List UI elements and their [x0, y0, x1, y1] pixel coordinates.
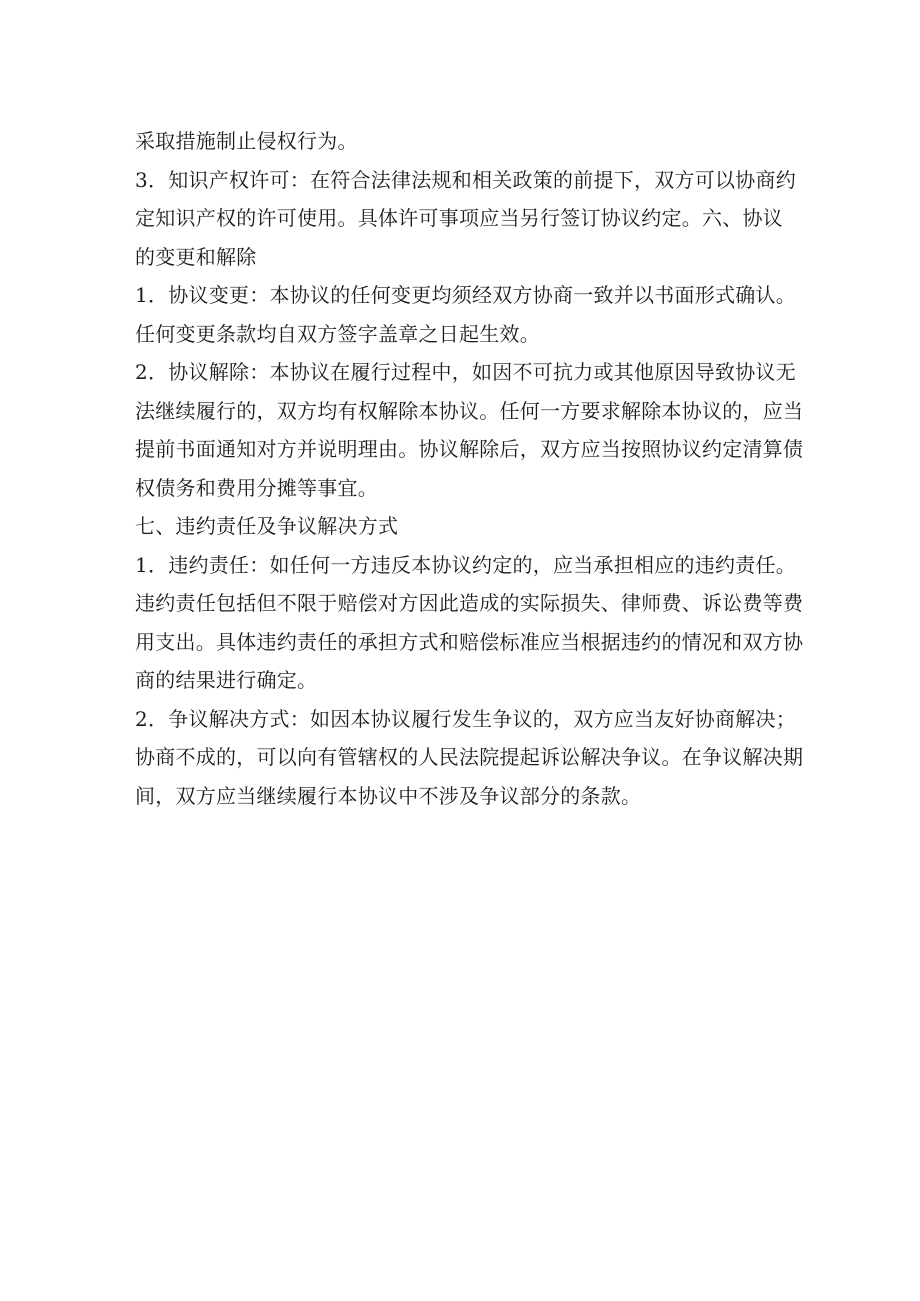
- text-line: 间，双方应当继续履行本协议中不涉及争议部分的条款。: [135, 783, 642, 808]
- text-line: 用支出。具体违约责任的承担方式和赔偿标准应当根据违约的情况和双方协: [135, 629, 804, 654]
- text-line: 权债务和费用分摊等事宜。: [135, 475, 378, 500]
- text-line: 违约责任包括但不限于赔偿对方因此造成的实际损失、律师费、诉讼费等费: [135, 591, 804, 615]
- text-line: 提前书面通知对方并说明理由。协议解除后，双方应当按照协议约定清算债: [135, 437, 804, 461]
- text-line: 任何变更条款均自双方签字盖章之日起生效。: [135, 321, 540, 346]
- text-line: 2．协议解除：本协议在履行过程中，如因不可抗力或其他原因导致协议无: [135, 360, 796, 384]
- text-line: 法继续履行的，双方均有权解除本协议。任何一方要求解除本协议的，应当: [135, 398, 804, 423]
- text-line: 商的结果进行确定。: [135, 668, 318, 692]
- section-heading: 七、违约责任及争议解决方式: [135, 514, 399, 538]
- text-line: 2．争议解决方式：如因本协议履行发生争议的，双方应当友好协商解决；: [135, 706, 796, 731]
- text-line: 协商不成的，可以向有管辖权的人民法院提起诉讼解决争议。在争议解决期: [135, 745, 804, 769]
- text-line: 1．违约责任：如任何一方违反本协议约定的，应当承担相应的违约责任。: [135, 552, 796, 577]
- text-line: 1．协议变更：本协议的任何变更均须经双方协商一致并以书面形式确认。: [135, 283, 796, 307]
- text-line: 采取措施制止侵权行为。: [135, 129, 358, 153]
- text-line: 3．知识产权许可：在符合法律法规和相关政策的前提下，双方可以协商约: [135, 167, 796, 192]
- document-body: [135, 122, 804, 815]
- text-line: 定知识产权的许可使用。具体许可事项应当另行签订协议约定。六、协议: [135, 206, 783, 230]
- text-line: 的变更和解除: [135, 244, 257, 269]
